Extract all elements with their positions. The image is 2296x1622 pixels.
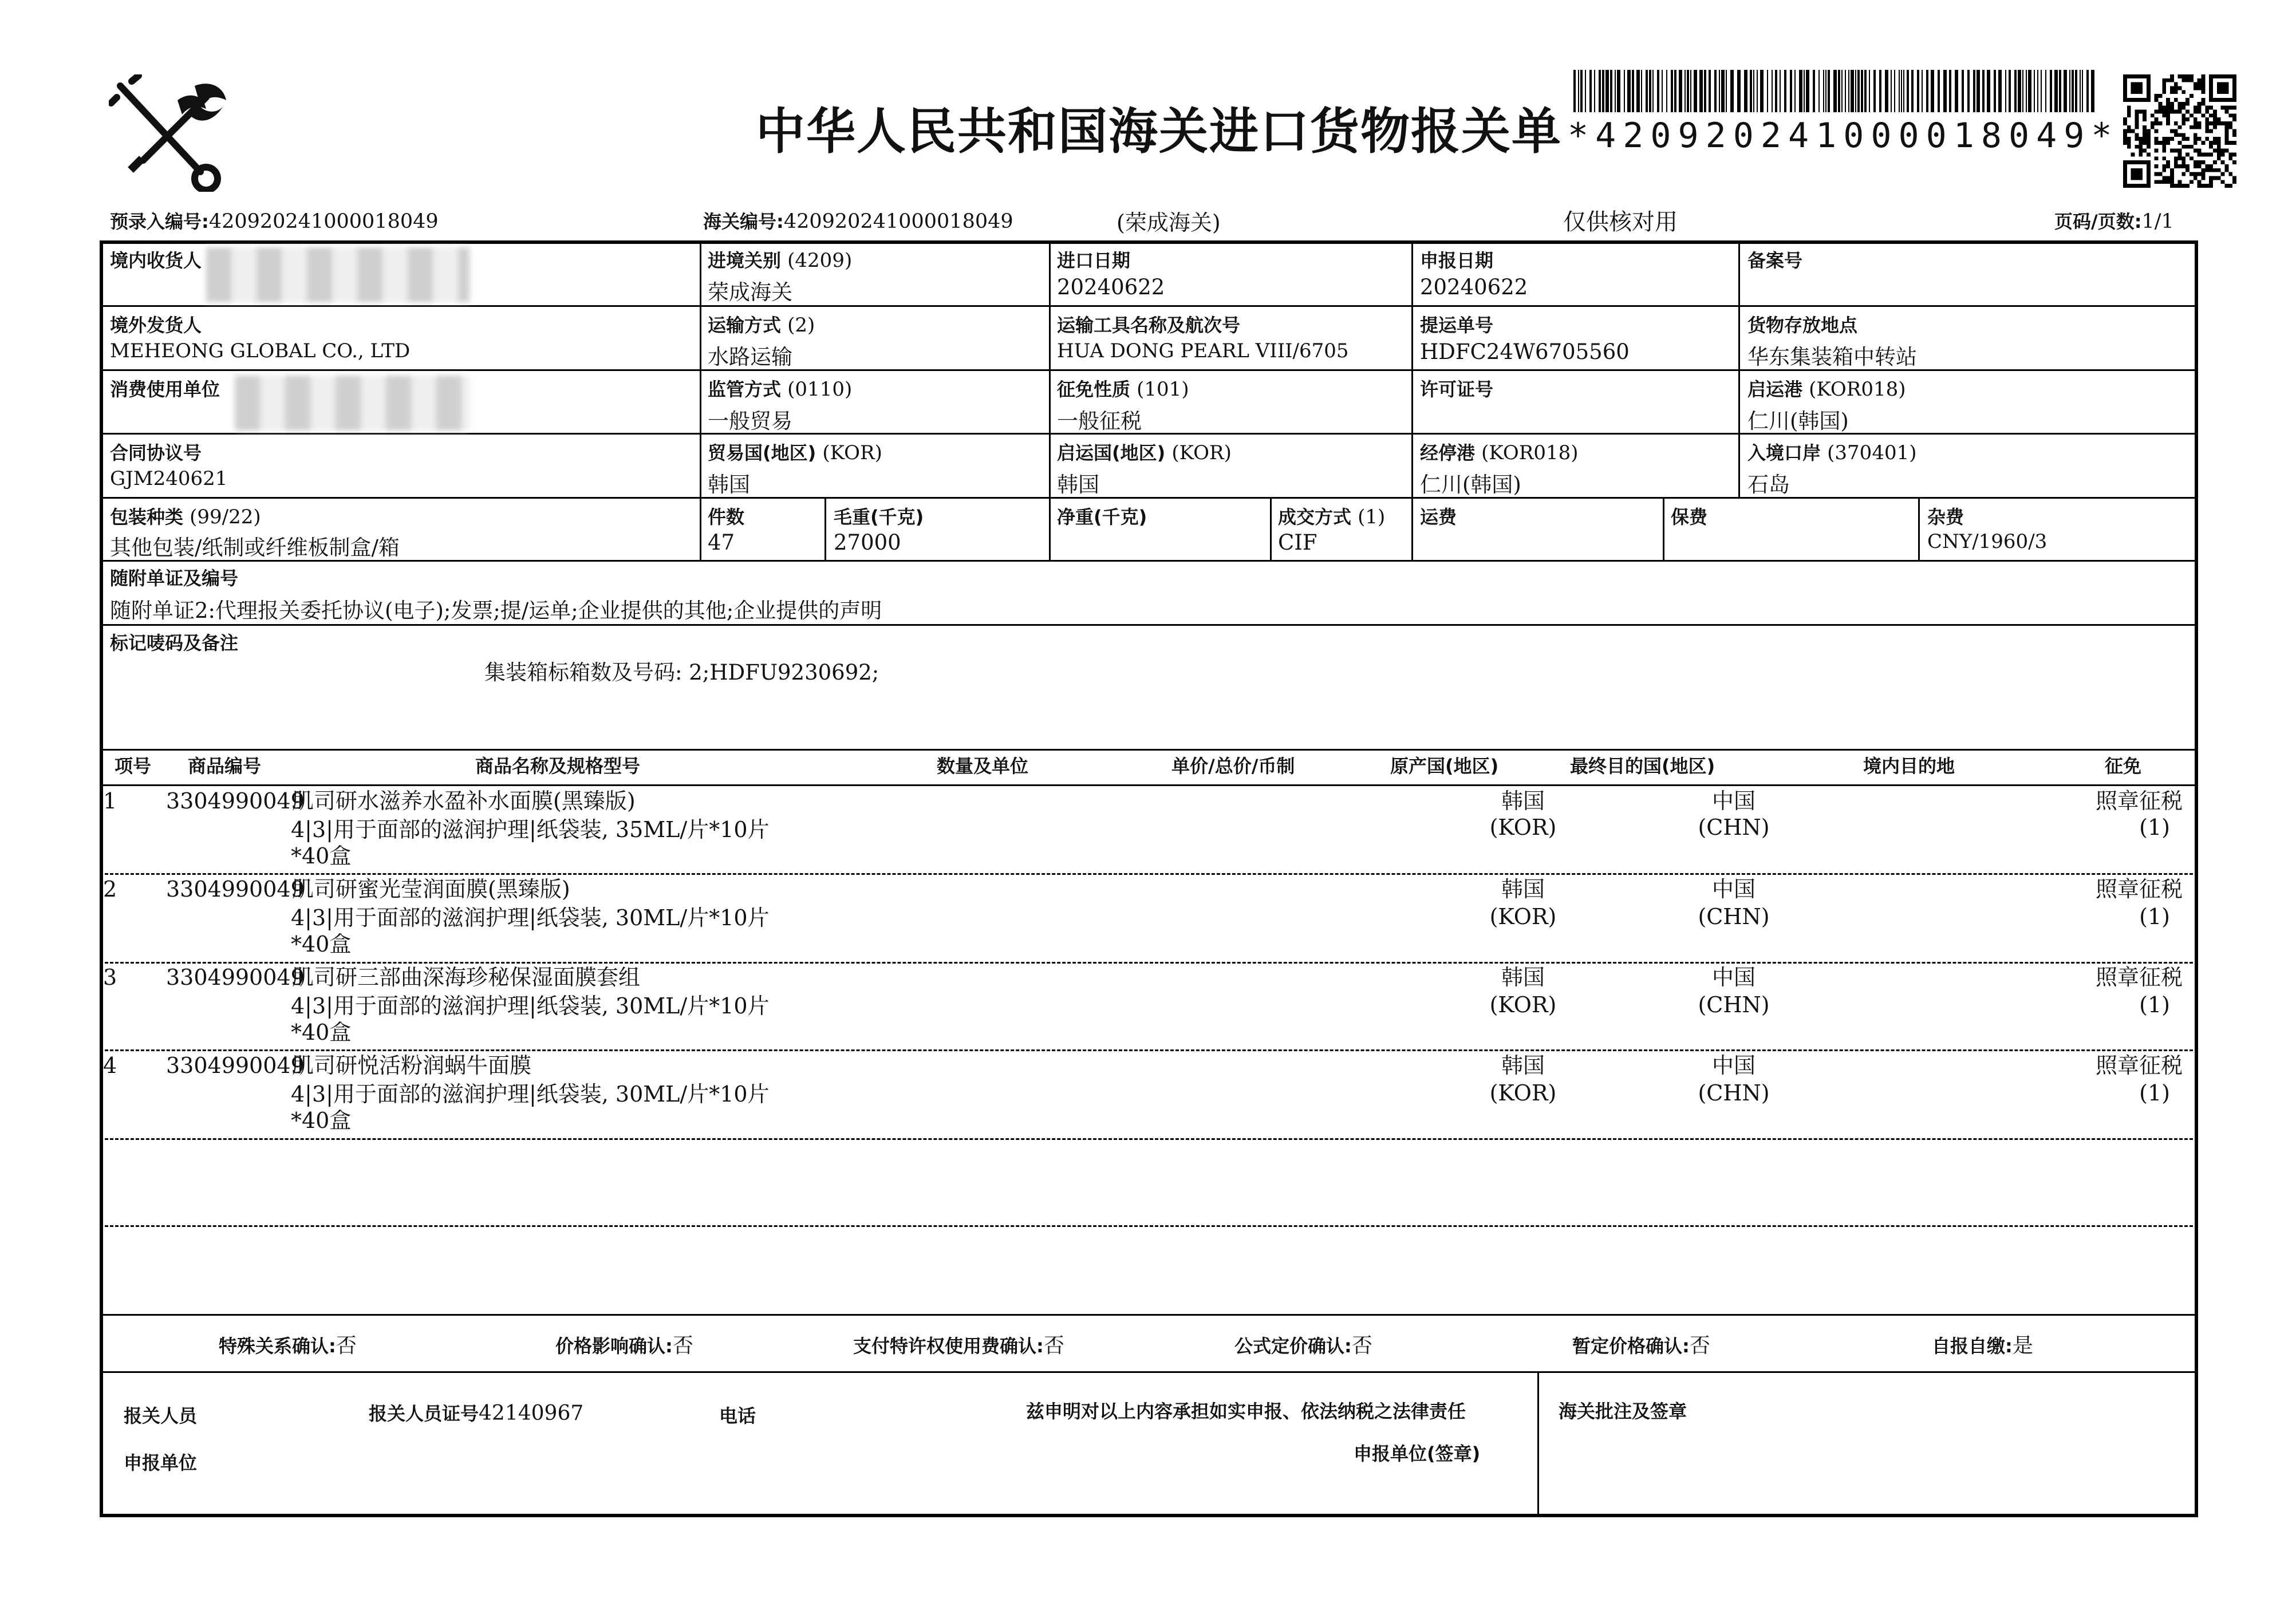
insurance-label: 保费 — [1671, 506, 1708, 528]
col-header-domestic-dest: 境内目的地 — [1863, 755, 1955, 777]
departure-country-value: 韩国 — [1057, 472, 1099, 497]
gross-weight-value: 27000 — [834, 530, 901, 555]
transport-mode-label: 运输方式 (2) — [708, 314, 815, 337]
price-influence-confirm: 价格影响确认:否 — [555, 1334, 693, 1357]
consignee-label: 境内收货人 — [110, 250, 202, 271]
contract-value: GJM240621 — [110, 467, 228, 490]
entry-customs-label: 进境关别 (4209) — [708, 249, 853, 272]
col-header-origin: 原产国(地区) — [1390, 755, 1499, 777]
royalty-confirm: 支付特许权使用费确认:否 — [853, 1334, 1064, 1357]
entry-customs-value: 荣成海关 — [708, 280, 792, 305]
consumer-unit-label: 消费使用单位 — [110, 378, 220, 400]
misc-fee-label: 杂费 — [1927, 506, 1964, 528]
page-indicator: 页码/页数:1/1 — [2054, 210, 2174, 233]
legal-statement: 兹申明对以上内容承担如实申报、依法纳税之法律责任 — [1026, 1400, 1466, 1422]
declarant-label: 报关人员 — [124, 1405, 198, 1427]
bill-of-lading-value: HDFC24W6705560 — [1420, 340, 1630, 364]
vessel-label: 运输工具名称及航次号 — [1057, 314, 1241, 336]
formula-price-confirm: 公式定价确认:否 — [1234, 1334, 1372, 1357]
transport-mode-value: 水路运输 — [708, 345, 792, 369]
vessel-value: HUA DONG PEARL VIII/6705 — [1057, 340, 1349, 362]
trade-terms-value: CIF — [1278, 530, 1317, 555]
col-header-quantity: 数量及单位 — [937, 755, 1029, 777]
declare-date-value: 20240622 — [1420, 275, 1528, 299]
gross-weight-label: 毛重(千克) — [834, 506, 924, 528]
consumer-unit-redacted — [235, 376, 470, 431]
qr-code-icon — [2123, 74, 2236, 188]
col-header-item-no: 项号 — [115, 755, 152, 777]
marks-label: 标记唛码及备注 — [110, 632, 239, 654]
levy-nature-label: 征免性质 (101) — [1057, 378, 1189, 401]
misc-fee-value: CNY/1960/3 — [1927, 530, 2048, 553]
pieces-value: 47 — [708, 530, 735, 555]
col-header-levy: 征免 — [2105, 755, 2142, 777]
packing-label: 包装种类 (99/22) — [110, 506, 261, 528]
self-payment-confirm: 自报自缴:是 — [1932, 1334, 2033, 1357]
declaring-unit-seal-label: 申报单位(签章) — [1354, 1443, 1481, 1465]
bill-of-lading-label: 提运单号 — [1420, 314, 1494, 336]
declare-date-label: 申报日期 — [1420, 250, 1494, 271]
documents-value: 随附单证2:代理报关委托协议(电子);发票;提/运单;企业提供的其他;企业提供的声明 — [110, 598, 882, 623]
import-date-value: 20240622 — [1057, 275, 1165, 299]
col-header-price: 单价/总价/币制 — [1171, 755, 1295, 777]
pre-entry-number: 预录入编号:420920241000018049 — [110, 210, 439, 233]
storage-location-label: 货物存放地点 — [1747, 314, 1858, 336]
customs-approval-label: 海关批注及签章 — [1559, 1400, 1687, 1422]
declarant-id: 报关人员证号42140967 — [369, 1402, 584, 1425]
license-label: 许可证号 — [1420, 378, 1494, 400]
col-header-destination: 最终目的国(地区) — [1570, 755, 1715, 777]
departure-country-label: 启运国(地区) (KOR) — [1057, 441, 1232, 464]
phone-label: 电话 — [719, 1405, 756, 1427]
documents-label: 随附单证及编号 — [110, 567, 239, 589]
entry-port-value: 石岛 — [1747, 472, 1790, 497]
declaring-unit-label: 申报单位 — [124, 1452, 198, 1474]
departure-port-label: 启运港 (KOR018) — [1747, 378, 1906, 401]
special-relation-confirm: 特殊关系确认:否 — [219, 1334, 357, 1357]
pieces-label: 件数 — [708, 506, 745, 528]
stop-port-label: 经停港 (KOR018) — [1420, 441, 1579, 464]
import-date-label: 进口日期 — [1057, 250, 1131, 271]
barcode-text: *420920241000018049* — [1568, 116, 2119, 156]
shipper-label: 境外发货人 — [110, 314, 202, 336]
supervision-label: 监管方式 (0110) — [708, 378, 853, 401]
col-header-hs-code: 商品编号 — [188, 755, 262, 777]
consignee-redacted — [206, 247, 470, 302]
net-weight-label: 净重(千克) — [1057, 506, 1147, 528]
supervision-value: 一般贸易 — [708, 409, 792, 433]
col-header-goods-name: 商品名称及规格型号 — [475, 755, 641, 777]
packing-value: 其他包装/纸制或纤维板制盒/箱 — [110, 535, 400, 560]
customs-emblem-icon — [109, 74, 229, 192]
trade-country-label: 贸易国(地区) (KOR) — [708, 441, 882, 464]
customs-number: 海关编号:420920241000018049 — [703, 210, 1013, 233]
entry-port-label: 入境口岸 (370401) — [1747, 441, 1917, 464]
contract-label: 合同协议号 — [110, 442, 202, 464]
shipper-value: MEHEONG GLOBAL CO., LTD — [110, 340, 411, 362]
trade-terms-label: 成交方式 (1) — [1278, 506, 1386, 528]
freight-label: 运费 — [1420, 506, 1457, 528]
marks-value: 集装箱标箱数及号码: 2;HDFU9230692; — [484, 660, 879, 685]
record-number-label: 备案号 — [1747, 250, 1803, 271]
document-title: 中华人民共和国海关进口货物报关单 — [756, 103, 1562, 160]
storage-location-value: 华东集装箱中转站 — [1747, 345, 1917, 369]
barcode-icon — [1573, 70, 2094, 123]
customs-office: (荣成海关) — [1117, 210, 1221, 235]
provisional-price-confirm: 暂定价格确认:否 — [1572, 1334, 1710, 1357]
trade-country-value: 韩国 — [708, 472, 750, 497]
departure-port-value: 仁川(韩国) — [1747, 409, 1849, 433]
levy-nature-value: 一般征税 — [1057, 409, 1142, 433]
stop-port-value: 仁川(韩国) — [1420, 472, 1521, 497]
reference-only-note: 仅供核对用 — [1563, 209, 1678, 235]
